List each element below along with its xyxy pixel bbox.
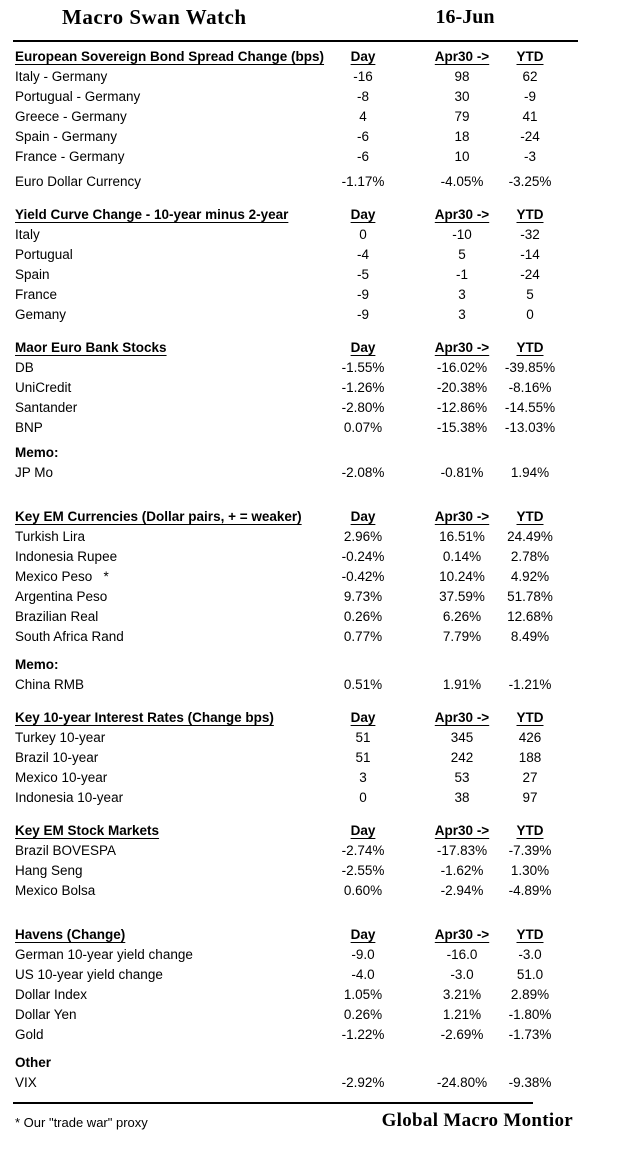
row-label: Indonesia 10-year	[15, 790, 124, 805]
cell-day: -2.92%	[341, 1075, 385, 1090]
row-label: Brazilian Real	[15, 609, 99, 624]
subheading-row	[0, 1053, 630, 1073]
cell-day: -2.55%	[341, 863, 385, 878]
cell-ytd: -4.89%	[508, 883, 552, 898]
column-header-day: Day	[350, 710, 376, 725]
table-row	[0, 1005, 630, 1025]
cell-apr30: 53	[454, 770, 470, 785]
cell-ytd: -14	[520, 247, 540, 262]
column-header-day: Day	[350, 509, 376, 524]
table-row	[0, 788, 630, 808]
column-header-ytd: YTD	[516, 710, 544, 725]
cell-apr30: 10.24%	[439, 569, 485, 584]
cell-ytd: -3.0	[518, 947, 542, 962]
cell-ytd: 5	[526, 287, 534, 302]
row-label: Portugual	[15, 247, 73, 262]
column-header-day: Day	[350, 49, 376, 64]
cell-apr30: 79	[454, 109, 470, 124]
column-header-ytd: YTD	[516, 49, 544, 64]
table-row	[0, 87, 630, 107]
section-title: European Sovereign Bond Spread Change (bps)	[15, 49, 325, 64]
row-label: US 10-year yield change	[15, 967, 163, 982]
table-row	[0, 675, 630, 695]
cell-ytd: 426	[518, 730, 542, 745]
row-label: Memo:	[15, 445, 59, 460]
cell-apr30: -3.0	[450, 967, 474, 982]
column-header-ytd: YTD	[516, 823, 544, 838]
row-label: Indonesia Rupee	[15, 549, 118, 564]
cell-ytd: 27	[522, 770, 538, 785]
column-header-apr30: Apr30 ->	[434, 927, 490, 942]
column-header-apr30: Apr30 ->	[434, 207, 490, 222]
table-row	[0, 265, 630, 285]
cell-day: 4	[359, 109, 367, 124]
section-header-row	[0, 47, 630, 67]
cell-day: 0	[359, 790, 367, 805]
column-header-ytd: YTD	[516, 207, 544, 222]
cell-apr30: -24.80%	[436, 1075, 488, 1090]
table-row	[0, 567, 630, 587]
column-header-apr30: Apr30 ->	[434, 509, 490, 524]
column-header-day: Day	[350, 823, 376, 838]
cell-ytd: -32	[520, 227, 540, 242]
cell-ytd: -8.16%	[508, 380, 552, 395]
table-row	[0, 127, 630, 147]
row-label: BNP	[15, 420, 43, 435]
row-label: Turkey 10-year	[15, 730, 106, 745]
row-label: France - Germany	[15, 149, 125, 164]
section	[0, 1053, 630, 1093]
table-row	[0, 547, 630, 567]
cell-ytd: -24	[520, 129, 540, 144]
cell-apr30: 3.21%	[442, 987, 482, 1002]
table-row	[0, 1073, 630, 1093]
cell-day: -1.17%	[341, 174, 385, 189]
cell-apr30: 37.59%	[439, 589, 485, 604]
cell-day: 0.51%	[343, 677, 383, 692]
cell-day: 0.60%	[343, 883, 383, 898]
section-header-row	[0, 338, 630, 358]
bottom-divider	[13, 1102, 533, 1104]
cell-day: -4	[356, 247, 369, 262]
row-label: Euro Dollar Currency	[15, 174, 142, 189]
cell-day: -2.80%	[341, 400, 385, 415]
cell-day: 3	[359, 770, 367, 785]
report-body	[0, 47, 630, 1093]
table-row	[0, 985, 630, 1005]
cell-ytd: 188	[518, 750, 542, 765]
row-label: German 10-year yield change	[15, 947, 193, 962]
cell-ytd: 97	[522, 790, 538, 805]
table-row	[0, 358, 630, 378]
footer	[0, 1108, 630, 1142]
cell-apr30: -16.0	[446, 947, 478, 962]
column-header-day: Day	[350, 207, 376, 222]
row-label: Portugual - Germany	[15, 89, 141, 104]
row-label: Gold	[15, 1027, 44, 1042]
row-label: Dollar Index	[15, 987, 88, 1002]
table-row	[0, 728, 630, 748]
cell-day: -1.26%	[341, 380, 385, 395]
cell-apr30: 345	[450, 730, 474, 745]
cell-apr30: -20.38%	[436, 380, 488, 395]
cell-day: -4.0	[351, 967, 375, 982]
cell-ytd: -13.03%	[504, 420, 556, 435]
cell-ytd: 8.49%	[510, 629, 550, 644]
row-label: VIX	[15, 1075, 37, 1090]
report-date: 16-Jun	[435, 6, 495, 28]
section-header-row	[0, 821, 630, 841]
cell-ytd: -9	[523, 89, 536, 104]
section-title: Key 10-year Interest Rates (Change bps)	[15, 710, 274, 725]
column-header-day: Day	[350, 340, 376, 355]
table-row	[0, 418, 630, 438]
section	[0, 821, 630, 901]
section	[0, 205, 630, 325]
row-label: Dollar Yen	[15, 1007, 77, 1022]
row-label: Hang Seng	[15, 863, 83, 878]
cell-apr30: 5	[458, 247, 466, 262]
section	[0, 708, 630, 808]
cell-day: 2.96%	[343, 529, 383, 544]
cell-apr30: 3	[458, 287, 466, 302]
table-row	[0, 245, 630, 265]
section	[0, 507, 630, 647]
cell-apr30: 242	[450, 750, 474, 765]
page-title: Macro Swan Watch	[62, 5, 247, 29]
cell-apr30: 1.91%	[442, 677, 482, 692]
cell-apr30: 1.21%	[442, 1007, 482, 1022]
section	[0, 47, 630, 192]
cell-ytd: -3	[523, 149, 536, 164]
title-bar	[0, 5, 630, 37]
cell-day: 51	[355, 750, 371, 765]
table-row	[0, 285, 630, 305]
table-row	[0, 881, 630, 901]
cell-apr30: 18	[454, 129, 470, 144]
cell-ytd: 4.92%	[510, 569, 550, 584]
cell-day: -9.0	[351, 947, 375, 962]
row-label: Argentina Peso	[15, 589, 108, 604]
cell-apr30: 7.79%	[442, 629, 482, 644]
cell-day: 0.26%	[343, 609, 383, 624]
cell-day: -1.55%	[341, 360, 385, 375]
cell-apr30: 16.51%	[439, 529, 485, 544]
table-row	[0, 587, 630, 607]
cell-apr30: -0.81%	[440, 465, 484, 480]
cell-ytd: 41	[522, 109, 538, 124]
cell-day: -5	[356, 267, 369, 282]
subheading-row	[0, 443, 630, 463]
row-label: South Africa Rand	[15, 629, 124, 644]
table-row	[0, 748, 630, 768]
row-label: Memo:	[15, 657, 59, 672]
cell-ytd: -3.25%	[508, 174, 552, 189]
cell-apr30: -1	[455, 267, 468, 282]
section-title: Key EM Stock Markets	[15, 823, 160, 838]
cell-apr30: -15.38%	[436, 420, 488, 435]
row-label: Santander	[15, 400, 78, 415]
section-title: Maor Euro Bank Stocks	[15, 340, 167, 355]
column-header-apr30: Apr30 ->	[434, 710, 490, 725]
section-title: Havens (Change)	[15, 927, 126, 942]
cell-day: -2.08%	[341, 465, 385, 480]
row-label: France	[15, 287, 58, 302]
cell-ytd: 2.78%	[510, 549, 550, 564]
section-title: Yield Curve Change - 10-year minus 2-year	[15, 207, 289, 222]
column-header-ytd: YTD	[516, 340, 544, 355]
table-row	[0, 398, 630, 418]
table-row	[0, 627, 630, 647]
cell-day: 51	[355, 730, 371, 745]
cell-day: -6	[356, 129, 369, 144]
row-label: DB	[15, 360, 34, 375]
footnote: * Our "trade war" proxy	[15, 1115, 148, 1130]
cell-ytd: 24.49%	[507, 529, 553, 544]
cell-ytd: -39.85%	[504, 360, 556, 375]
cell-apr30: -4.05%	[440, 174, 484, 189]
cell-day: -16	[353, 69, 373, 84]
cell-apr30: 6.26%	[442, 609, 482, 624]
cell-ytd: 0	[526, 307, 534, 322]
cell-apr30: 10	[454, 149, 470, 164]
section-title: Key EM Currencies (Dollar pairs, + = weaker)	[15, 509, 302, 524]
row-label: Brazil 10-year	[15, 750, 99, 765]
cell-ytd: -1.73%	[508, 1027, 552, 1042]
cell-ytd: -9.38%	[508, 1075, 552, 1090]
cell-ytd: 2.89%	[510, 987, 550, 1002]
column-header-day: Day	[350, 927, 376, 942]
cell-day: 0.77%	[343, 629, 383, 644]
row-label: Mexico Peso *	[15, 569, 109, 584]
row-label: Turkish Lira	[15, 529, 86, 544]
table-row	[0, 527, 630, 547]
column-header-apr30: Apr30 ->	[434, 49, 490, 64]
table-row	[0, 463, 630, 483]
cell-ytd: 1.94%	[510, 465, 550, 480]
cell-day: -0.24%	[341, 549, 385, 564]
cell-apr30: 0.14%	[442, 549, 482, 564]
section-header-row	[0, 205, 630, 225]
row-label: Other	[15, 1055, 52, 1070]
cell-apr30: -12.86%	[436, 400, 488, 415]
cell-ytd: 12.68%	[507, 609, 553, 624]
table-row	[0, 305, 630, 325]
cell-apr30: -1.62%	[440, 863, 484, 878]
row-label: Italy - Germany	[15, 69, 108, 84]
row-label: Mexico Bolsa	[15, 883, 96, 898]
cell-apr30: 98	[454, 69, 470, 84]
cell-day: -9	[356, 307, 369, 322]
cell-apr30: -2.94%	[440, 883, 484, 898]
row-label: Spain	[15, 267, 50, 282]
table-row	[0, 607, 630, 627]
cell-day: -2.74%	[341, 843, 385, 858]
section-header-row	[0, 708, 630, 728]
table-row	[0, 107, 630, 127]
cell-ytd: -24	[520, 267, 540, 282]
cell-ytd: 51.0	[516, 967, 544, 982]
cell-day: 0	[359, 227, 367, 242]
cell-ytd: -1.80%	[508, 1007, 552, 1022]
section	[0, 925, 630, 1045]
row-label: Greece - Germany	[15, 109, 127, 124]
cell-day: -9	[356, 287, 369, 302]
cell-day: 1.05%	[343, 987, 383, 1002]
cell-ytd: -14.55%	[504, 400, 556, 415]
table-row	[0, 172, 630, 192]
table-row	[0, 147, 630, 167]
brand-name: Global Macro Montior	[381, 1110, 573, 1131]
cell-apr30: 3	[458, 307, 466, 322]
row-label: Gemany	[15, 307, 67, 322]
cell-day: -6	[356, 149, 369, 164]
section-header-row	[0, 925, 630, 945]
cell-day: -1.22%	[341, 1027, 385, 1042]
table-row	[0, 945, 630, 965]
cell-day: -8	[356, 89, 369, 104]
cell-apr30: -2.69%	[440, 1027, 484, 1042]
row-label: China RMB	[15, 677, 85, 692]
cell-day: 9.73%	[343, 589, 383, 604]
table-row	[0, 965, 630, 985]
cell-ytd: 51.78%	[507, 589, 553, 604]
table-row	[0, 768, 630, 788]
cell-apr30: 30	[454, 89, 470, 104]
cell-apr30: -16.02%	[436, 360, 488, 375]
cell-ytd: -7.39%	[508, 843, 552, 858]
column-header-ytd: YTD	[516, 509, 544, 524]
cell-day: 0.07%	[343, 420, 383, 435]
section	[0, 655, 630, 695]
row-label: Brazil BOVESPA	[15, 843, 117, 858]
cell-apr30: 38	[454, 790, 470, 805]
row-label: Mexico 10-year	[15, 770, 108, 785]
table-row	[0, 841, 630, 861]
row-label: JP Mo	[15, 465, 54, 480]
cell-day: -0.42%	[341, 569, 385, 584]
cell-ytd: -1.21%	[508, 677, 552, 692]
cell-ytd: 62	[522, 69, 538, 84]
cell-day: 0.26%	[343, 1007, 383, 1022]
section-header-row	[0, 507, 630, 527]
table-row	[0, 378, 630, 398]
subheading-row	[0, 655, 630, 675]
row-label: Italy	[15, 227, 40, 242]
section	[0, 338, 630, 483]
column-header-apr30: Apr30 ->	[434, 340, 490, 355]
table-row	[0, 1025, 630, 1045]
top-divider	[13, 40, 578, 42]
cell-ytd: 1.30%	[510, 863, 550, 878]
cell-apr30: -10	[452, 227, 472, 242]
row-label: Spain - Germany	[15, 129, 118, 144]
row-label: UniCredit	[15, 380, 72, 395]
table-row	[0, 861, 630, 881]
column-header-ytd: YTD	[516, 927, 544, 942]
cell-apr30: -17.83%	[436, 843, 488, 858]
column-header-apr30: Apr30 ->	[434, 823, 490, 838]
table-row	[0, 67, 630, 87]
table-row	[0, 225, 630, 245]
